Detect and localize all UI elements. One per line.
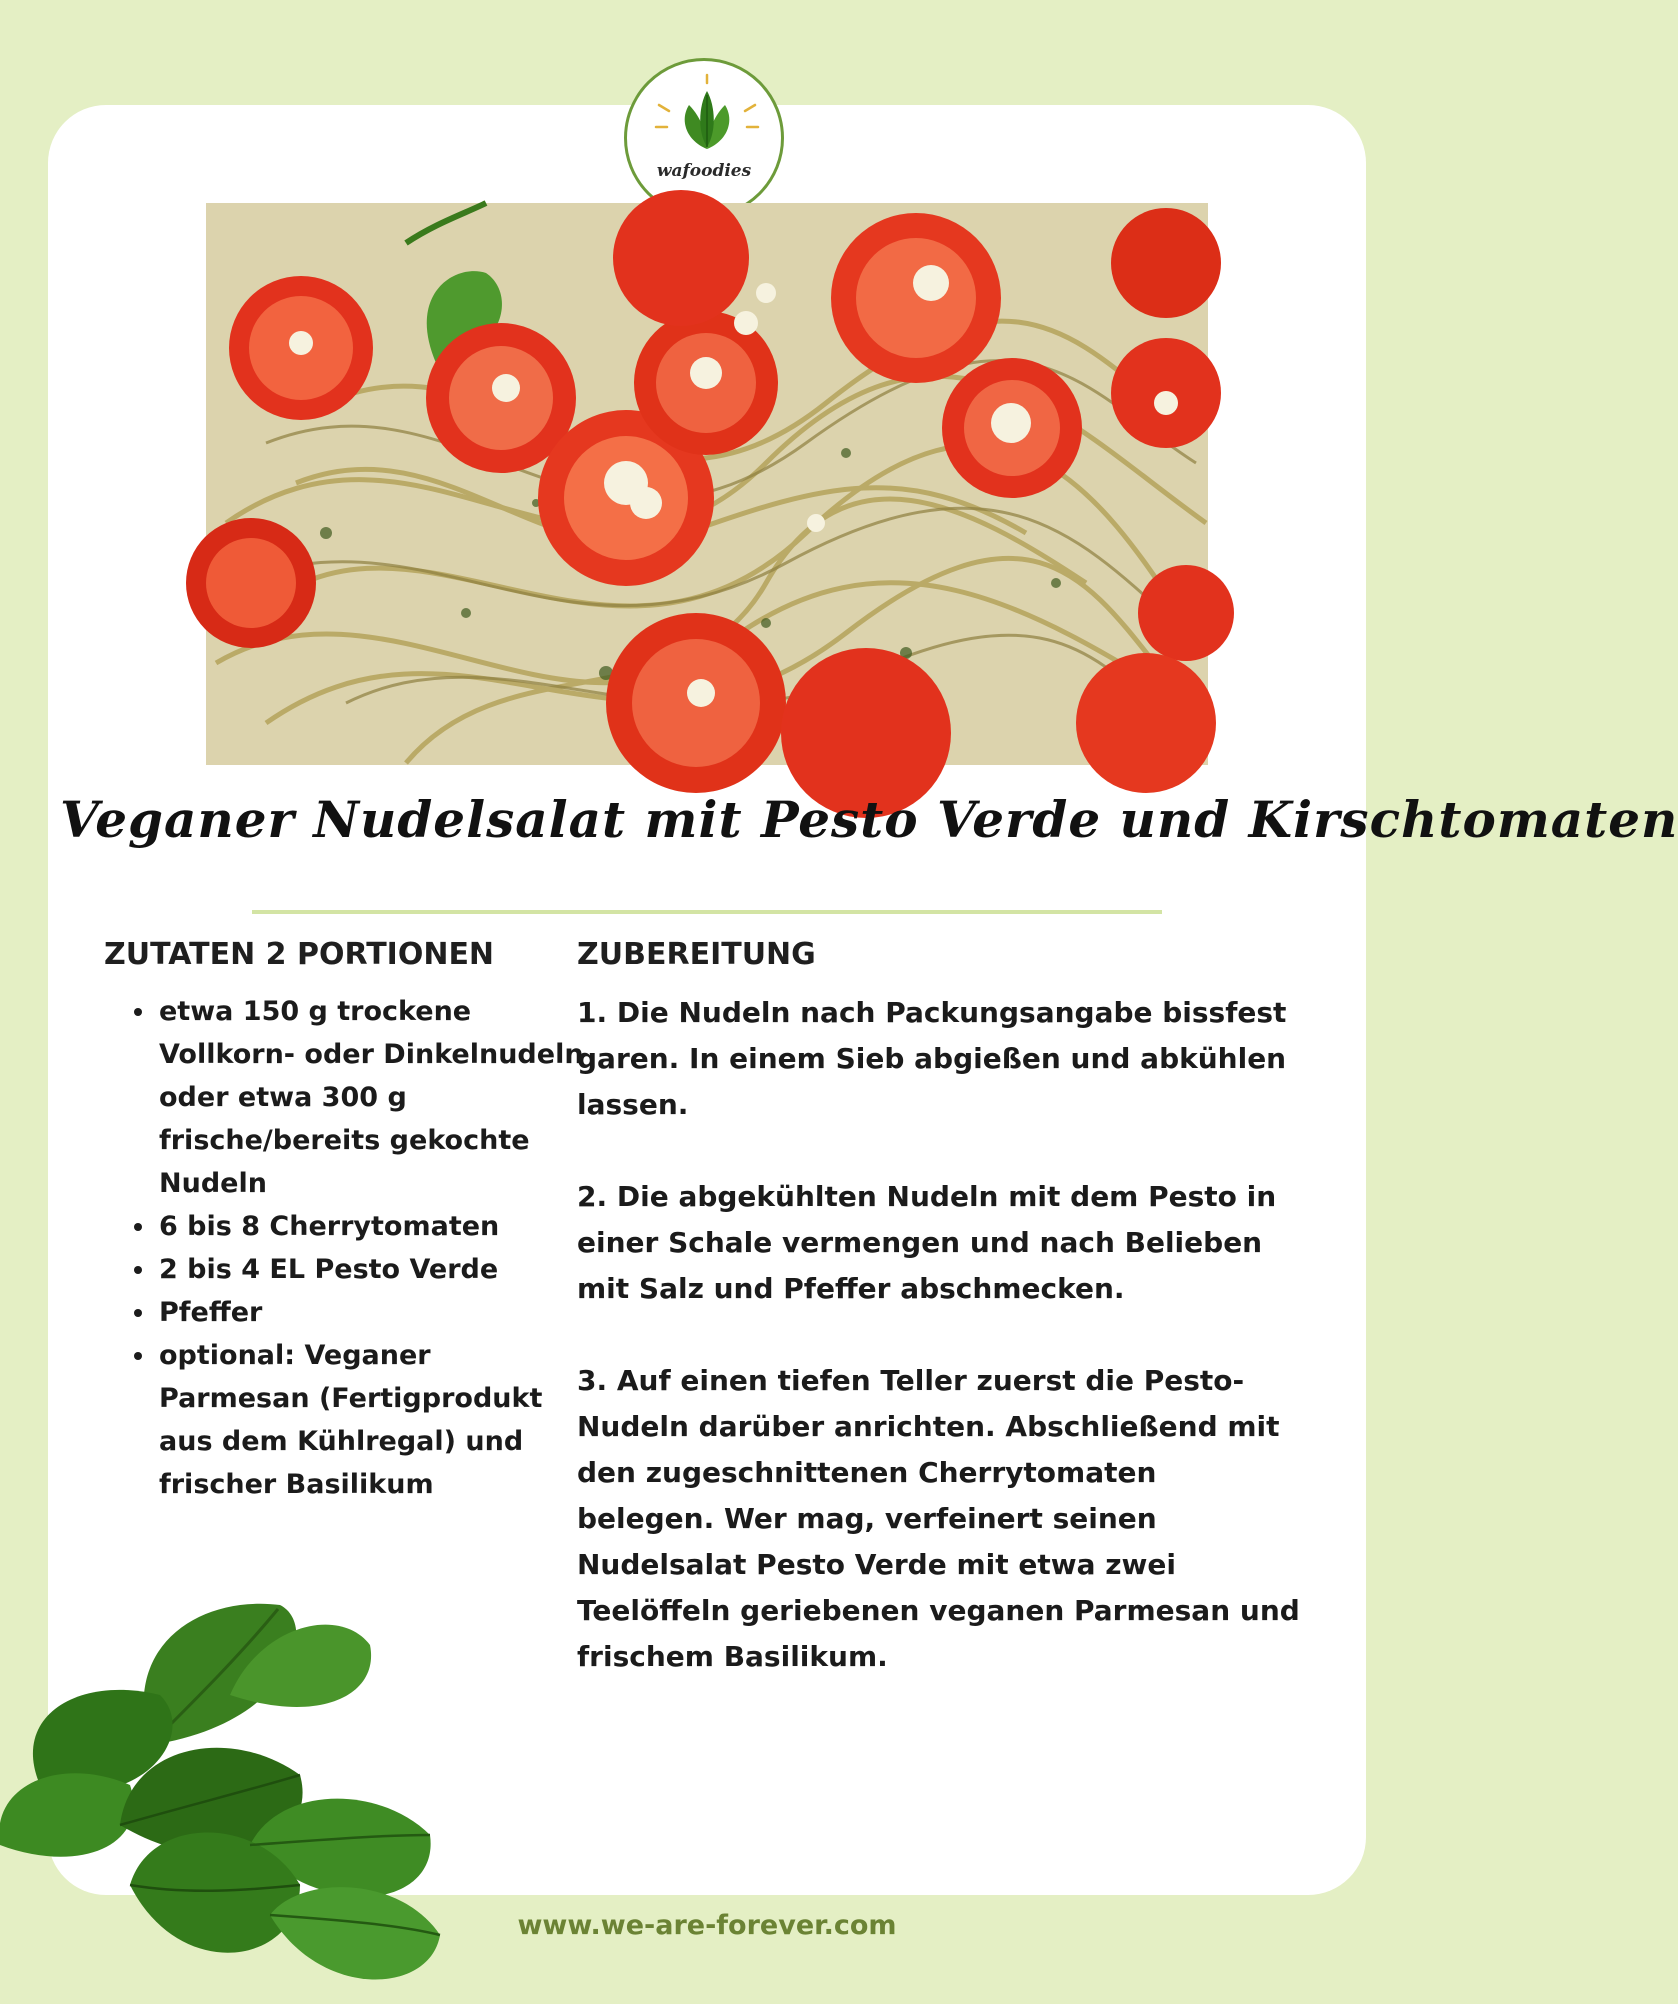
preparation-step: 3. Auf einen tiefen Teller zuerst die Pesto-Nudeln darüber anrichten. Abschließend mit den zugeschnittenen Cherrytomaten belegen. Wer mag, verfeinert seinen Nudelsalat Pesto Verde mit etwa zwei Teelöffeln geriebenen veganen Parmesan und frischem Basilikum.: [577, 1364, 1300, 1673]
brand-logo: [624, 58, 784, 218]
preparation-steps: [577, 990, 1302, 1726]
preparation-step: 1. Die Nudeln nach Packungsangabe bissfest garen. In einem Sieb abgießen und abkühlen lassen.: [577, 996, 1287, 1121]
logo-text: wafoodies: [656, 161, 752, 181]
recipe-photo: [206, 203, 1208, 765]
preparation-heading: ZUBEREITUNG: [577, 937, 816, 972]
ingredients-heading: ZUTATEN 2 PORTIONEN: [104, 937, 495, 972]
title-divider: [252, 910, 1162, 914]
ingredient-item: • 6 bis 8 Cherrytomaten: [157, 1205, 587, 1248]
recipe-title: Veganer Nudelsalat mit Pesto Verde und Kirschtomaten: [60, 790, 1678, 849]
ingredient-item: • 2 bis 4 EL Pesto Verde: [157, 1248, 587, 1291]
preparation-step: 2. Die abgekühlten Nudeln mit dem Pesto in einer Schale vermengen und nach Belieben mit Salz und Pfeffer abschmecken.: [577, 1180, 1277, 1305]
ingredient-item: • etwa 150 g trockene Vollkorn- oder Dinkelnudeln oder etwa 300 g frische/bereits gekochte Nudeln: [157, 990, 587, 1205]
ingredient-list: [115, 990, 587, 1506]
ingredient-item: • Pfeffer: [157, 1291, 587, 1334]
ingredient-item: • optional: Veganer Parmesan (Fertigprodukt aus dem Kühlregal) und frischer Basilikum: [157, 1334, 587, 1506]
footer-url[interactable]: www.we-are-forever.com: [517, 1910, 897, 1941]
